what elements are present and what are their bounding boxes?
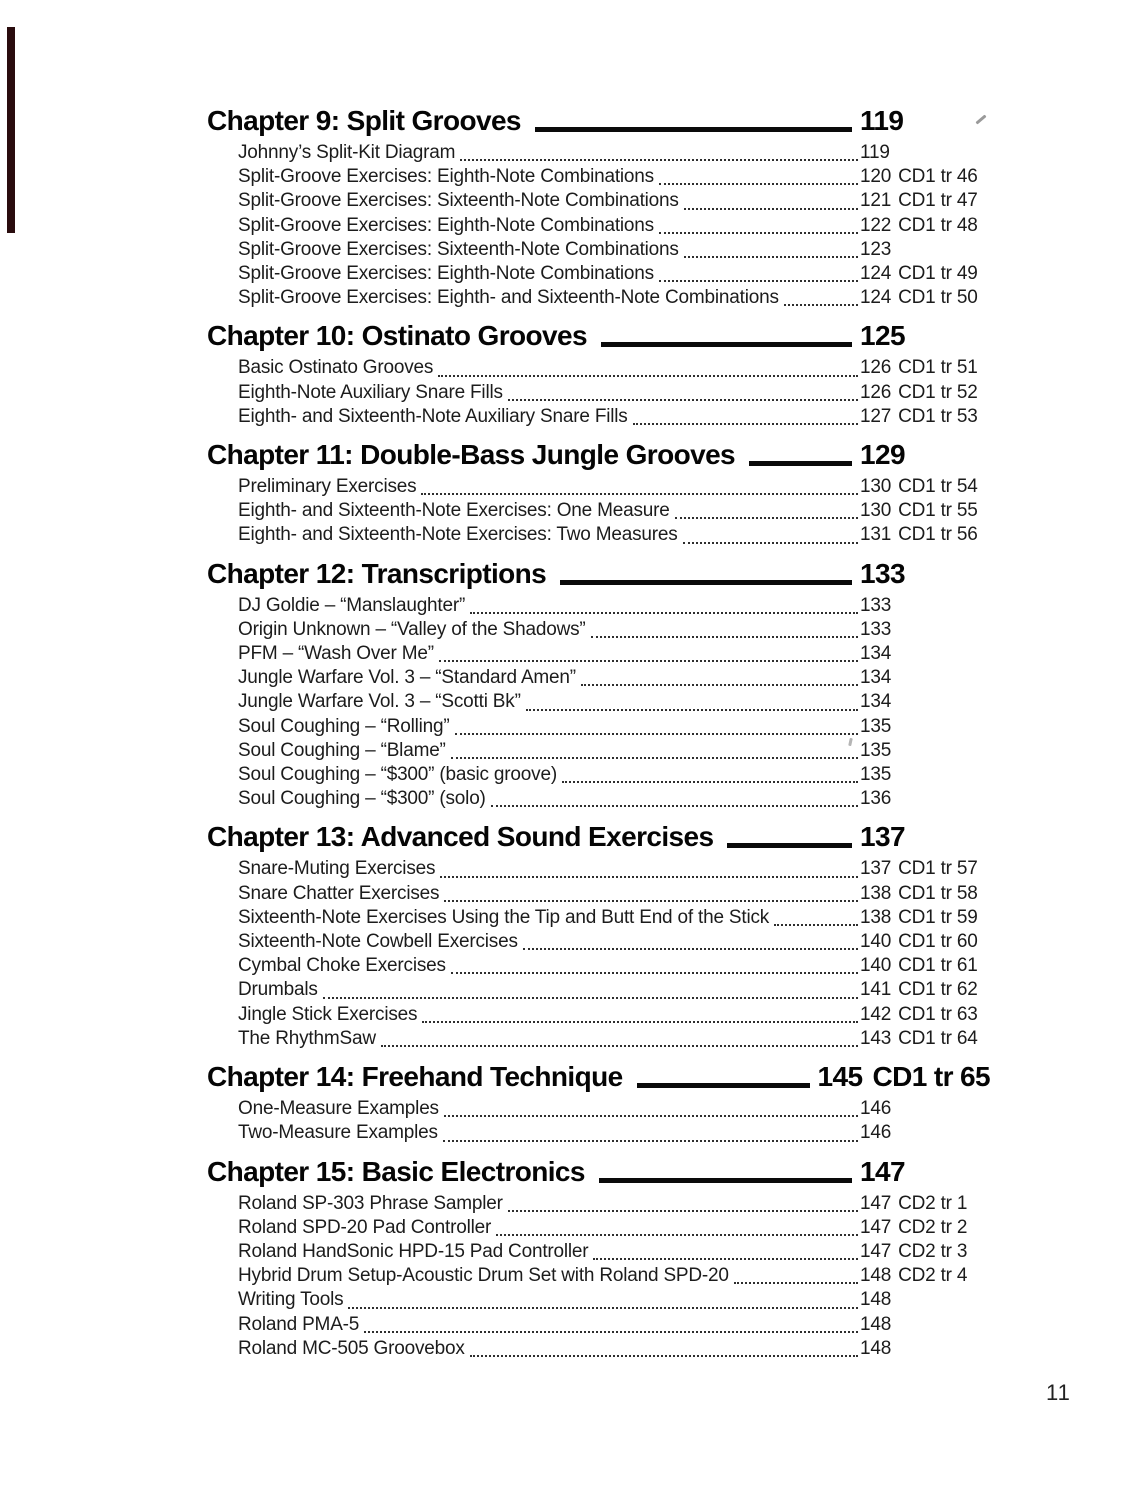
- dot-leader: [443, 1140, 858, 1142]
- toc-entry: [238, 882, 990, 906]
- entry-cd-track-label: CD2 tr 3: [898, 1240, 968, 1262]
- entry-page-number: 137: [860, 858, 892, 880]
- entry-cd-track-label: CD1 tr 55: [898, 500, 978, 522]
- dot-leader: [381, 1045, 858, 1047]
- chapter-heading: [207, 320, 990, 352]
- toc-entry: [238, 1240, 990, 1264]
- entry-title: Soul Coughing – “$300” (solo): [238, 788, 486, 810]
- dot-leader: [440, 876, 858, 878]
- entry-page-ref: [860, 763, 990, 787]
- dot-leader: [508, 1210, 858, 1212]
- entry-title: Soul Coughing – “Blame”: [238, 739, 446, 761]
- chapter-page-ref: [860, 320, 990, 352]
- chapter-page-number: 133: [860, 557, 905, 589]
- entry-cd-track-label: CD1 tr 60: [898, 931, 978, 953]
- chapter-title: Chapter 9: Split Grooves: [207, 105, 521, 136]
- toc-entry: [238, 262, 990, 286]
- dot-leader: [684, 256, 858, 258]
- heading-rule: [599, 1178, 852, 1183]
- dot-leader: [591, 636, 858, 638]
- toc-entry: [238, 1216, 990, 1240]
- entry-title: Snare-Muting Exercises: [238, 858, 436, 880]
- entry-page-ref: [860, 523, 990, 547]
- entry-page-ref: [860, 499, 990, 523]
- entry-title: Roland HandSonic HPD-15 Pad Controller: [238, 1240, 589, 1262]
- entry-title: Snare Chatter Exercises: [238, 882, 440, 904]
- heading-rule: [535, 127, 852, 132]
- entry-title: Two-Measure Examples: [238, 1122, 438, 1144]
- entry-title: Writing Tools: [238, 1289, 344, 1311]
- heading-rule: [601, 342, 852, 347]
- entry-title: Split-Groove Exercises: Sixteenth-Note Combinations: [238, 238, 679, 260]
- toc-chapter: [207, 558, 990, 812]
- toc-entry: [238, 618, 990, 642]
- entry-page-number: 147: [860, 1216, 892, 1238]
- dot-leader: [784, 304, 858, 306]
- dot-leader: [470, 1355, 858, 1357]
- entry-title: Sixteenth-Note Exercises Using the Tip and Butt End of the Stick: [238, 906, 770, 928]
- toc-entry: [238, 381, 990, 405]
- toc-entry: [238, 165, 990, 189]
- entry-cd-track-label: CD1 tr 57: [898, 858, 978, 880]
- entry-title: Origin Unknown – “Valley of the Shadows”: [238, 618, 586, 640]
- entry-title: Roland MC-505 Groovebox: [238, 1337, 465, 1359]
- toc-entry: [238, 141, 990, 165]
- chapter-page-ref: [818, 1061, 990, 1093]
- entry-page-number: 131: [860, 524, 892, 546]
- entry-page-ref: [860, 238, 990, 262]
- entry-page-ref: [860, 739, 990, 763]
- entry-page-ref: [860, 906, 990, 930]
- entry-page-ref: [860, 954, 990, 978]
- dot-leader: [562, 781, 858, 783]
- entry-title: Eighth- and Sixteenth-Note Exercises: One Measure: [238, 500, 670, 522]
- entry-page-ref: [860, 618, 990, 642]
- entry-page-ref: [860, 1192, 990, 1216]
- entry-title: Basic Ostinato Grooves: [238, 357, 434, 379]
- entry-page-ref: [860, 1216, 990, 1240]
- entry-page-number: 135: [860, 715, 892, 737]
- entry-cd-track-label: CD1 tr 61: [898, 955, 978, 977]
- entry-page-ref: [860, 642, 990, 666]
- entry-cd-track-label: CD1 tr 51: [898, 357, 978, 379]
- entry-cd-track-label: CD1 tr 64: [898, 1027, 978, 1049]
- entry-page-ref: [860, 978, 990, 1002]
- chapter-title: Chapter 15: Basic Electronics: [207, 1155, 585, 1187]
- entry-page-ref: [860, 1313, 990, 1337]
- dot-leader: [444, 1115, 858, 1117]
- dot-leader: [633, 423, 858, 425]
- dot-leader: [734, 1282, 858, 1284]
- entry-page-ref: [860, 930, 990, 954]
- entry-title: Jungle Warfare Vol. 3 – “Scotti Bk”: [238, 691, 521, 713]
- entry-cd-track-label: CD1 tr 63: [898, 1003, 978, 1025]
- entry-cd-track-label: CD1 tr 48: [898, 214, 978, 236]
- entry-page-number: 133: [860, 594, 892, 616]
- toc-entry: [238, 1003, 990, 1027]
- chapter-heading: [207, 821, 990, 853]
- chapter-entries: [238, 857, 990, 1051]
- entry-cd-track-label: CD1 tr 54: [898, 476, 978, 498]
- table-of-contents: [207, 105, 990, 1361]
- chapter-entries: [238, 356, 990, 429]
- entry-page-ref: [860, 594, 990, 618]
- chapter-title: Chapter 10: Ostinato Grooves: [207, 320, 587, 352]
- entry-page-ref: [860, 1027, 990, 1051]
- entry-page-ref: [860, 1003, 990, 1027]
- entry-title: DJ Goldie – “Manslaughter”: [238, 594, 466, 616]
- entry-title: PFM – “Wash Over Me”: [238, 643, 434, 665]
- entry-page-number: 141: [860, 979, 892, 1001]
- dot-leader: [460, 159, 858, 161]
- entry-cd-track-label: CD1 tr 58: [898, 882, 978, 904]
- page-number: 11: [1046, 1380, 1071, 1405]
- entry-title: Eighth- and Sixteenth-Note Exercises: Two Measures: [238, 524, 678, 546]
- dot-leader: [659, 280, 858, 282]
- toc-entry: [238, 787, 990, 811]
- dot-leader: [659, 232, 858, 234]
- chapter-heading: [207, 439, 990, 471]
- toc-entry: [238, 1121, 990, 1145]
- entry-page-ref: [860, 715, 990, 739]
- dot-leader: [593, 1258, 858, 1260]
- entry-page-number: 130: [860, 476, 892, 498]
- dot-leader: [774, 924, 858, 926]
- entry-page-number: 138: [860, 906, 892, 928]
- toc-entry: [238, 930, 990, 954]
- entry-page-ref: [860, 405, 990, 429]
- entry-page-ref: [860, 141, 990, 165]
- entry-page-number: 123: [860, 238, 892, 260]
- entry-page-number: 147: [860, 1240, 892, 1262]
- heading-rule: [560, 580, 852, 585]
- entry-title: Split-Groove Exercises: Eighth- and Sixteenth-Note Combinations: [238, 287, 779, 309]
- entry-page-ref: [860, 214, 990, 238]
- toc-entry: [238, 189, 990, 213]
- entry-page-number: 135: [860, 739, 892, 761]
- entry-page-ref: [860, 1121, 990, 1145]
- entry-page-ref: [860, 356, 990, 380]
- toc-entry: [238, 1288, 990, 1312]
- dot-leader: [422, 1021, 858, 1023]
- dot-leader: [364, 1331, 858, 1333]
- entry-title: Roland SPD-20 Pad Controller: [238, 1216, 492, 1238]
- chapter-page-number: 119: [860, 105, 904, 136]
- toc-entry: [238, 690, 990, 714]
- entry-title: Hybrid Drum Setup-Acoustic Drum Set with Roland SPD-20: [238, 1265, 729, 1287]
- entry-title: Roland SP-303 Phrase Sampler: [238, 1192, 503, 1214]
- toc-entry: [238, 763, 990, 787]
- entry-page-ref: [860, 262, 990, 286]
- entry-title: Sixteenth-Note Cowbell Exercises: [238, 931, 518, 953]
- toc-entry: [238, 715, 990, 739]
- dot-leader: [451, 757, 858, 759]
- chapter-page-number: 137: [860, 821, 905, 853]
- entry-title: The RhythmSaw: [238, 1027, 376, 1049]
- heading-rule: [727, 843, 852, 848]
- entry-cd-track-label: CD1 tr 50: [898, 287, 978, 309]
- dot-leader: [581, 684, 858, 686]
- chapter-page-ref: [860, 439, 990, 471]
- entry-page-number: 142: [860, 1003, 892, 1025]
- toc-entry: [238, 954, 990, 978]
- dot-leader: [439, 660, 858, 662]
- entry-title: Roland PMA-5: [238, 1313, 360, 1335]
- entry-title: Soul Coughing – “$300” (basic groove): [238, 764, 557, 786]
- dot-leader: [444, 900, 858, 902]
- entry-page-number: 130: [860, 500, 892, 522]
- entry-cd-track-label: CD2 tr 2: [898, 1216, 968, 1238]
- entry-cd-track-label: CD1 tr 62: [898, 979, 978, 1001]
- entry-page-number: 133: [860, 618, 892, 640]
- toc-entry: [238, 214, 990, 238]
- dot-leader: [683, 542, 858, 544]
- chapter-page-ref: [860, 821, 990, 853]
- entry-title: Eighth-Note Auxiliary Snare Fills: [238, 381, 503, 403]
- toc-entry: [238, 523, 990, 547]
- toc-chapter: [207, 105, 990, 310]
- dot-leader: [675, 517, 858, 519]
- toc-entry: [238, 475, 990, 499]
- toc-entry: [238, 1313, 990, 1337]
- heading-rule: [749, 461, 852, 466]
- toc-chapter: [207, 320, 990, 429]
- chapter-page-number: 129: [860, 439, 905, 471]
- chapter-page-ref: [860, 105, 990, 137]
- entry-cd-track-label: CD1 tr 46: [898, 166, 978, 188]
- heading-rule: [637, 1083, 810, 1088]
- toc-entry: [238, 1337, 990, 1361]
- chapter-entries: [238, 594, 990, 812]
- entry-page-number: 148: [860, 1289, 892, 1311]
- toc-entry: [238, 594, 990, 618]
- entry-page-ref: [860, 1264, 990, 1288]
- toc-chapter: [207, 439, 990, 548]
- entry-title: Split-Groove Exercises: Eighth-Note Combinations: [238, 263, 654, 285]
- entry-page-ref: [860, 787, 990, 811]
- chapter-heading: [207, 1156, 990, 1188]
- entry-title: Split-Groove Exercises: Eighth-Note Combinations: [238, 166, 654, 188]
- entry-title: Split-Groove Exercises: Eighth-Note Combinations: [238, 214, 654, 236]
- toc-entry: [238, 642, 990, 666]
- entry-title: Split-Groove Exercises: Sixteenth-Note Combinations: [238, 190, 679, 212]
- chapter-page-number: 147: [860, 1155, 905, 1187]
- entry-cd-track-label: CD1 tr 49: [898, 263, 978, 285]
- entry-page-number: 147: [860, 1192, 892, 1214]
- entry-title: Eighth- and Sixteenth-Note Auxiliary Snare Fills: [238, 405, 628, 427]
- entry-page-ref: [860, 666, 990, 690]
- entry-cd-track-label: CD1 tr 59: [898, 906, 978, 928]
- entry-page-ref: [860, 1240, 990, 1264]
- entry-cd-track-label: CD1 tr 52: [898, 381, 978, 403]
- toc-entry: [238, 666, 990, 690]
- dot-leader: [470, 612, 858, 614]
- dot-leader: [508, 399, 858, 401]
- dot-leader: [348, 1307, 858, 1309]
- dot-leader: [451, 972, 858, 974]
- entry-title: Cymbal Choke Exercises: [238, 955, 446, 977]
- dot-leader: [523, 948, 858, 950]
- entry-cd-track-label: CD2 tr 1: [898, 1192, 968, 1214]
- toc-entry: [238, 356, 990, 380]
- entry-page-ref: [860, 690, 990, 714]
- chapter-entries: [238, 1097, 990, 1145]
- entry-page-number: 138: [860, 882, 892, 904]
- toc-chapter: [207, 1156, 990, 1361]
- chapter-heading: [207, 105, 990, 137]
- entry-title: Jingle Stick Exercises: [238, 1003, 418, 1025]
- toc-entry: [238, 238, 990, 262]
- dot-leader: [491, 805, 858, 807]
- entry-title: Preliminary Exercises: [238, 476, 417, 498]
- toc-entry: [238, 857, 990, 881]
- entry-cd-track-label: CD2 tr 4: [898, 1265, 968, 1287]
- entry-page-number: 126: [860, 357, 892, 379]
- entry-page-number: 124: [860, 263, 892, 285]
- chapter-page-ref: [860, 1156, 990, 1188]
- chapter-entries: [238, 141, 990, 310]
- chapter-entries: [238, 1192, 990, 1361]
- entry-page-ref: [860, 1288, 990, 1312]
- dot-leader: [455, 733, 858, 735]
- entry-page-ref: [860, 857, 990, 881]
- entry-page-ref: [860, 1097, 990, 1121]
- chapter-page-ref: [860, 558, 990, 590]
- toc-entry: [238, 1264, 990, 1288]
- entry-page-number: 121: [860, 190, 892, 212]
- chapter-heading: [207, 1061, 990, 1093]
- dot-leader: [438, 375, 858, 377]
- entry-page-ref: [860, 286, 990, 310]
- entry-page-number: 140: [860, 955, 892, 977]
- toc-entry: [238, 1192, 990, 1216]
- entry-page-number: 119: [860, 142, 890, 163]
- entry-page-number: 146: [860, 1098, 892, 1120]
- chapter-title: Chapter 12: Transcriptions: [207, 557, 547, 589]
- entry-cd-track-label: CD1 tr 47: [898, 190, 978, 212]
- entry-title: Drumbals: [238, 979, 318, 1001]
- toc-entry: [238, 499, 990, 523]
- entry-title: Jungle Warfare Vol. 3 – “Standard Amen”: [238, 667, 576, 689]
- entry-cd-track-label: CD1 tr 53: [898, 405, 978, 427]
- chapter-entries: [238, 475, 990, 548]
- toc-chapter: [207, 821, 990, 1051]
- dot-leader: [526, 709, 858, 711]
- entry-page-number: 124: [860, 287, 892, 309]
- toc-entry: [238, 739, 990, 763]
- chapter-page-number: 125: [860, 320, 905, 352]
- dot-leader: [684, 208, 858, 210]
- toc-entry: [238, 1097, 990, 1121]
- entry-page-ref: [860, 882, 990, 906]
- chapter-title: Chapter 11: Double-Bass Jungle Grooves: [207, 439, 736, 471]
- entry-page-number: 148: [860, 1265, 892, 1287]
- entry-page-number: 126: [860, 381, 892, 403]
- dot-leader: [323, 997, 858, 999]
- dot-leader: [496, 1234, 858, 1236]
- dot-leader: [659, 183, 858, 185]
- toc-entry: [238, 906, 990, 930]
- entry-page-number: 120: [860, 166, 892, 188]
- entry-page-number: 146: [860, 1122, 892, 1144]
- entry-page-number: 143: [860, 1027, 892, 1049]
- entry-page-number: 134: [860, 691, 892, 713]
- entry-page-number: 140: [860, 931, 892, 953]
- entry-page-ref: [860, 381, 990, 405]
- entry-page-number: 134: [860, 643, 892, 665]
- entry-page-number: 135: [860, 764, 892, 786]
- entry-title: One-Measure Examples: [238, 1098, 439, 1120]
- toc-chapter: [207, 1061, 990, 1145]
- chapter-heading: [207, 558, 990, 590]
- chapter-title: Chapter 14: Freehand Technique: [207, 1061, 623, 1093]
- toc-entry: [238, 286, 990, 310]
- entry-page-ref: [860, 165, 990, 189]
- chapter-title: Chapter 13: Advanced Sound Exercises: [207, 821, 714, 853]
- scan-ink-mark: [7, 27, 15, 233]
- toc-entry: [238, 405, 990, 429]
- entry-page-number: 122: [860, 214, 892, 236]
- entry-cd-track-label: CD1 tr 56: [898, 524, 978, 546]
- toc-entry: [238, 978, 990, 1002]
- entry-title: Johnny’s Split-Kit Diagram: [238, 142, 456, 163]
- chapter-cd-track-label: CD1 tr 65: [872, 1061, 990, 1093]
- entry-page-ref: [860, 475, 990, 499]
- entry-page-number: 148: [860, 1313, 892, 1335]
- entry-title: Soul Coughing – “Rolling”: [238, 715, 450, 737]
- chapter-page-number: 145: [817, 1061, 863, 1093]
- entry-page-number: 127: [860, 405, 892, 427]
- entry-page-number: 136: [860, 788, 892, 810]
- entry-page-ref: [860, 1337, 990, 1361]
- entry-page-number: 134: [860, 667, 892, 689]
- dot-leader: [421, 493, 858, 495]
- entry-page-ref: [860, 189, 990, 213]
- entry-page-number: 148: [860, 1337, 892, 1359]
- toc-entry: [238, 1027, 990, 1051]
